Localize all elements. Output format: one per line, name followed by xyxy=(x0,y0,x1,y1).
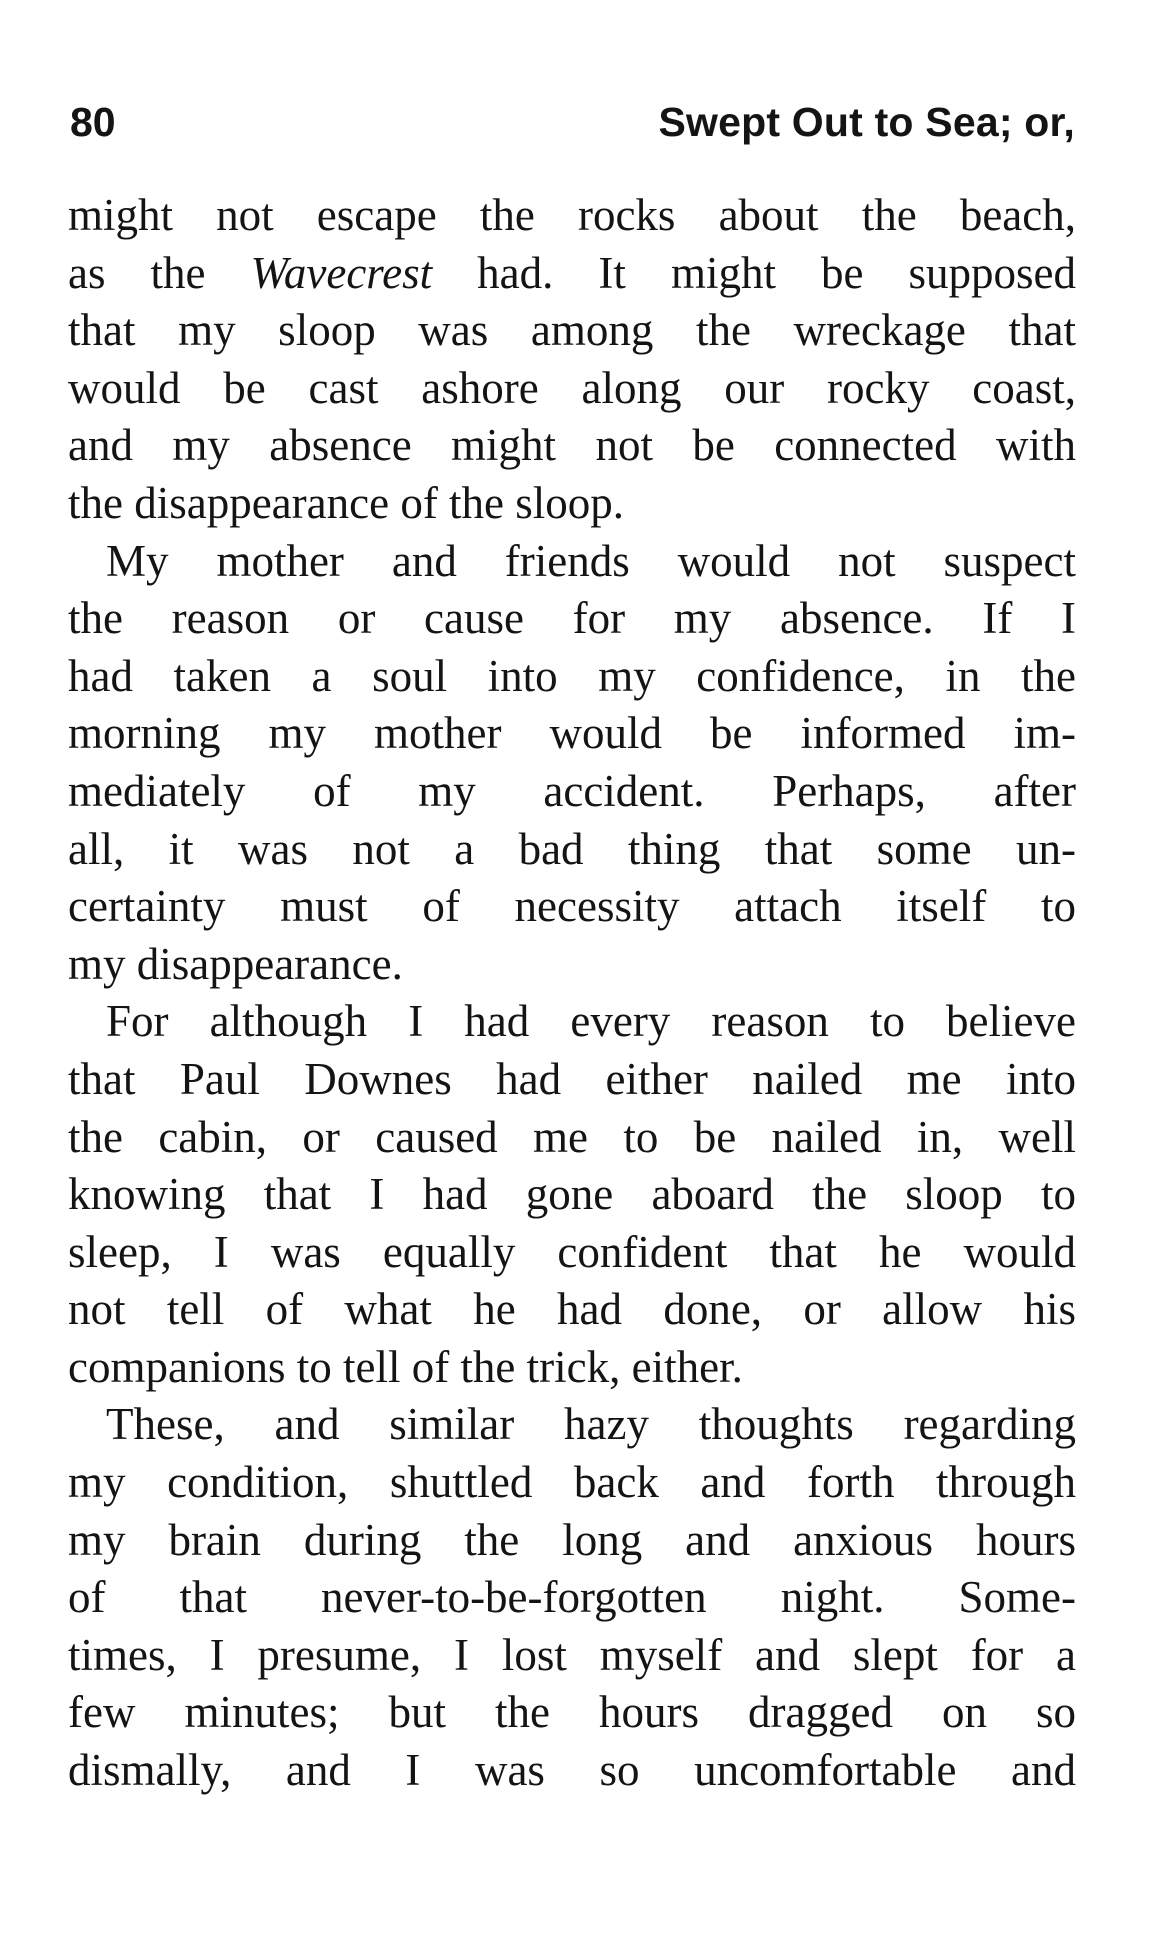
text-line: would be cast ashore along our rocky coast, xyxy=(68,362,1076,413)
text-line: the reason or cause for my absence. If I xyxy=(68,593,1076,644)
text-segment: had. It might be supposed xyxy=(432,247,1076,298)
body-text xyxy=(68,187,1076,1800)
text-line: the cabin, or caused me to be nailed in, well xyxy=(68,1111,1076,1162)
text-line: morning my mother would be informed im- xyxy=(68,708,1076,759)
ship-name: Wavecrest xyxy=(250,247,433,298)
text-line: knowing that I had gone aboard the sloop to xyxy=(68,1169,1076,1220)
text-segment: as the xyxy=(68,247,251,298)
text-line: of that never-to-be-forgotten night. Some- xyxy=(68,1572,1076,1623)
text-line: that my sloop was among the wreckage that xyxy=(68,305,1076,356)
text-line: times, I presume, I lost myself and slept for a xyxy=(68,1629,1076,1680)
text-line: few minutes; but the hours dragged on so xyxy=(68,1687,1076,1738)
text-line: my brain during the long and anxious hours xyxy=(68,1514,1076,1565)
text-line: my disappearance. xyxy=(68,938,403,989)
text-line: and my absence might not be connected with xyxy=(68,420,1076,471)
running-head: Swept Out to Sea; or, xyxy=(658,99,1075,145)
text-line: certainty must of necessity attach itself to xyxy=(68,881,1076,932)
page-number: 80 xyxy=(70,99,116,145)
text-line: For although I had every reason to believe xyxy=(106,996,1076,1047)
text-line: companions to tell of the trick, either. xyxy=(68,1341,743,1392)
text-line: not tell of what he had done, or allow his xyxy=(68,1284,1076,1335)
text-line: all, it was not a bad thing that some un- xyxy=(68,823,1076,874)
text-line: the disappearance of the sloop. xyxy=(68,477,625,528)
text-line: dismally, and I was so uncomfortable and xyxy=(68,1745,1076,1796)
page-header xyxy=(70,92,1075,152)
text-line: My mother and friends would not suspect xyxy=(106,535,1076,586)
text-line: mediately of my accident. Perhaps, after xyxy=(68,765,1076,816)
text-line: that Paul Downes had either nailed me into xyxy=(68,1053,1076,1104)
text-line xyxy=(68,245,1076,303)
text-line: might not escape the rocks about the beach, xyxy=(68,190,1076,240)
text-line: my condition, shuttled back and forth through xyxy=(68,1457,1076,1508)
text-line: These, and similar hazy thoughts regarding xyxy=(106,1399,1076,1450)
text-line: sleep, I was equally confident that he would xyxy=(68,1226,1076,1277)
text-line: had taken a soul into my confidence, in the xyxy=(68,650,1076,701)
